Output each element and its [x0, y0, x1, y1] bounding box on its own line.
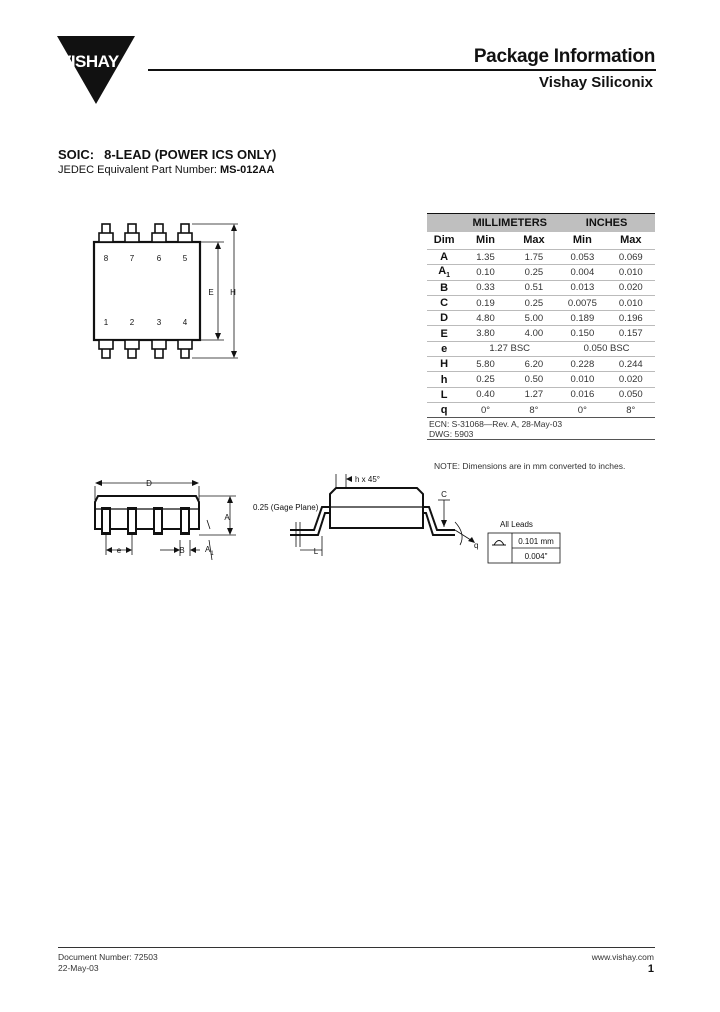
table-cell: 0.33	[461, 280, 509, 295]
table-cell: 0.157	[607, 326, 655, 341]
table-cell: 0.050	[607, 387, 655, 402]
package-name: SOIC:	[58, 147, 95, 162]
table-cell	[427, 214, 461, 232]
pin-label: 5	[182, 254, 188, 263]
top-view-labels	[104, 254, 236, 327]
table-cell: 3.80	[461, 326, 509, 341]
table-cell: 0.050 BSC	[558, 341, 655, 356]
end-view	[290, 474, 560, 563]
footer-divider	[58, 947, 655, 948]
pin-label: 6	[156, 254, 162, 263]
dim-A1-label: $A_1$	[205, 545, 214, 557]
table-cell: $A_1$	[427, 265, 461, 280]
pin-label: 1	[103, 318, 109, 327]
table-cell: 4.00	[510, 326, 558, 341]
table-cell: 0°	[461, 402, 509, 417]
theta-label: q	[474, 541, 479, 550]
table-cell: 1.35	[461, 250, 509, 265]
ecn-row	[427, 418, 655, 440]
page-number: 1	[647, 963, 654, 975]
table-cell: B	[427, 280, 461, 295]
table-cell: 0.016	[558, 387, 606, 402]
jedec-value: MS-012AA	[220, 164, 275, 176]
table-cell: 0.25	[510, 295, 558, 310]
dim-L-label: L	[313, 547, 319, 556]
pin-label: 7	[129, 254, 135, 263]
table-cell: e	[427, 341, 461, 356]
table-cell: 0°	[558, 402, 606, 417]
dim-A-label: A	[224, 513, 230, 522]
col-mm-min: Min	[476, 234, 495, 247]
table-cell: 0.25	[461, 372, 509, 387]
col-in-min: Min	[572, 234, 592, 247]
table-cell: L	[427, 387, 461, 402]
pin-label: 2	[129, 318, 135, 327]
table-cell: 5.80	[461, 357, 509, 372]
gage-plane-label: 0.25 (Gage Plane)	[253, 503, 319, 512]
table-cell: 0.020	[607, 280, 655, 295]
table-cell: 0.053	[558, 250, 606, 265]
table-cell: 8°	[607, 402, 655, 417]
table-group-header	[427, 214, 655, 232]
package-lead-desc: 8-LEAD (POWER ICS ONLY)	[104, 147, 277, 162]
col-mm-max: Max	[523, 234, 545, 247]
table-cell: 0.196	[607, 311, 655, 326]
tolerance-inch: 0.004"	[524, 552, 548, 561]
table-row	[427, 357, 655, 372]
table-cell: 6.20	[510, 357, 558, 372]
table-cell: 0.010	[607, 295, 655, 310]
table-cell: 0.013	[558, 280, 606, 295]
table-cell: 5.00	[510, 311, 558, 326]
table-cell: 0.010	[558, 372, 606, 387]
page-title: Package Information	[473, 46, 655, 67]
table-cell: 1.27	[510, 387, 558, 402]
flatness-icon	[492, 541, 506, 546]
table-cell: 0.069	[607, 250, 655, 265]
dim-e-label: e	[116, 546, 122, 555]
table-column-header	[427, 232, 655, 250]
table-cell: 0.228	[558, 357, 606, 372]
dim-D-label: D	[146, 479, 152, 488]
table-cell: 0.0075	[558, 295, 606, 310]
website-link[interactable]: www.vishay.com	[591, 952, 654, 962]
table-row	[427, 372, 655, 387]
pin-label: 4	[182, 318, 188, 327]
table-cell: H	[427, 357, 461, 372]
table-cell: 4.80	[461, 311, 509, 326]
dim-C-label: C	[441, 490, 447, 499]
table-cell: 0.020	[607, 372, 655, 387]
pin-label: 8	[103, 254, 109, 263]
pin-label: 3	[156, 318, 162, 327]
table-cell: 0.189	[558, 311, 606, 326]
table-cell: 0.40	[461, 387, 509, 402]
group-inches: INCHES	[558, 214, 655, 232]
ecn-text: ECN: S-31068—Rev. A, 28-May-03	[429, 418, 563, 429]
dimensions-table	[427, 213, 655, 440]
table-cell: 0.50	[510, 372, 558, 387]
table-cell	[427, 418, 655, 440]
document-number: Document Number: 72503	[58, 952, 158, 962]
all-leads-label: All Leads	[500, 520, 533, 529]
group-mm: MILLIMETERS	[461, 214, 558, 232]
table-cell: 0.10	[461, 265, 509, 280]
col-in-max: Max	[620, 234, 642, 247]
table-cell: 0.25	[510, 265, 558, 280]
jedec-label: JEDEC Equivalent Part Number:	[58, 164, 217, 176]
table-row	[427, 402, 655, 417]
table-cell: q	[427, 402, 461, 417]
table-cell: E	[427, 326, 461, 341]
top-view	[94, 224, 238, 358]
table-row	[427, 326, 655, 341]
end-view-body	[330, 488, 423, 528]
table-cell: h	[427, 372, 461, 387]
dim-B-label: B	[179, 546, 185, 555]
table-cell: C	[427, 295, 461, 310]
table-cell: 1.27 BSC	[461, 341, 558, 356]
table-row	[427, 265, 655, 280]
table-row	[427, 280, 655, 295]
table-cell: 0.010	[607, 265, 655, 280]
table-cell: A	[427, 250, 461, 265]
tolerance-mm: 0.101 mm	[518, 537, 554, 546]
table-row	[427, 295, 655, 310]
dwg-text: DWG: 5903	[429, 428, 474, 439]
table-row	[427, 311, 655, 326]
col-dim: Dim	[433, 234, 455, 247]
dim-H-label: H	[230, 288, 236, 297]
table-row	[427, 387, 655, 402]
table-cell: 1.75	[510, 250, 558, 265]
chamfer-label: h x 45°	[355, 475, 380, 484]
document-date: 22-May-03	[58, 963, 99, 973]
page-subtitle: Vishay Siliconix	[539, 74, 653, 91]
table-cell: 0.244	[607, 357, 655, 372]
table-cell: 0.150	[558, 326, 606, 341]
table-cell: D	[427, 311, 461, 326]
table-cell: 0.51	[510, 280, 558, 295]
table-cell: 8°	[510, 402, 558, 417]
conversion-note: NOTE: Dimensions are in mm converted to inches.	[434, 461, 626, 471]
dim-E-label: E	[208, 288, 214, 297]
table-cell: 0.19	[461, 295, 509, 310]
table-row	[427, 341, 655, 356]
brand-logo-text: VISHAY	[60, 52, 119, 71]
table-row	[427, 250, 655, 265]
table-cell: 0.004	[558, 265, 606, 280]
